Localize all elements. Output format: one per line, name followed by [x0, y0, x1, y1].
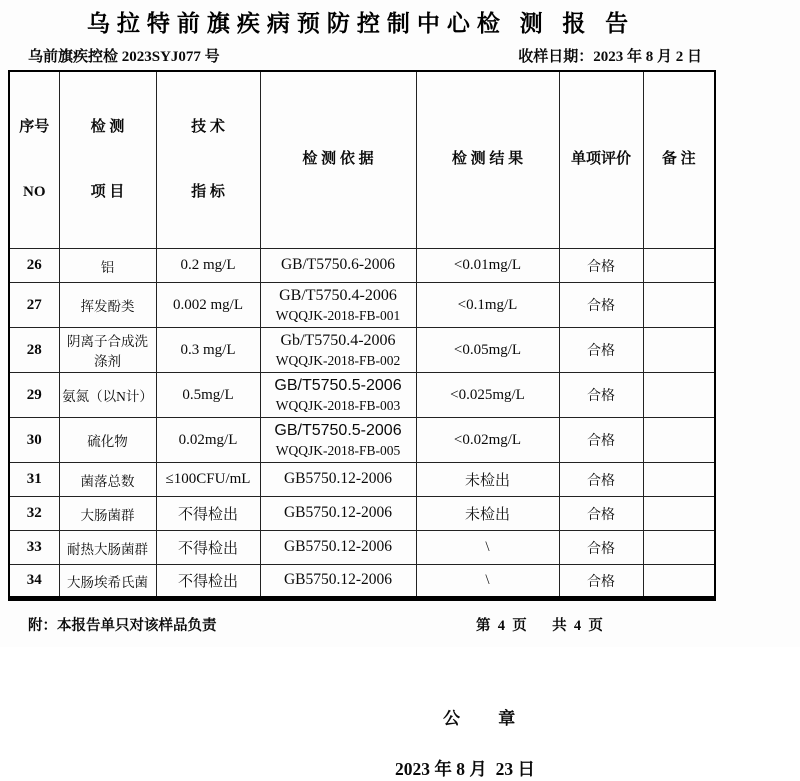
- cell-item: 阴离子合成洗涤剂: [59, 328, 156, 373]
- cell-standard: 0.5mg/L: [156, 373, 260, 418]
- cell-evaluation: 合格: [559, 328, 643, 373]
- cell-standard: 不得检出: [156, 531, 260, 565]
- table-row: [9, 565, 715, 599]
- method-internal-code: WQQJK-2018-FB-001: [275, 307, 401, 323]
- sample-date: 收样日期：2023 年 8 月 2 日: [518, 49, 702, 65]
- cell-item: 耐热大肠菌群: [59, 531, 156, 565]
- header-method-line1: 检 测 依 据: [302, 151, 374, 168]
- cell-no: 30: [9, 418, 59, 463]
- results-body: [9, 249, 715, 599]
- method-national-standard: Gb/T5750.4-2006: [280, 331, 396, 349]
- cell-evaluation: 合格: [559, 531, 643, 565]
- cell-item: 菌落总数: [59, 463, 156, 497]
- cell-standard: 不得检出: [156, 565, 260, 599]
- cell-item: 氨氮（以N计）: [59, 373, 156, 418]
- method-national-standard: GB5750.12-2006: [283, 538, 393, 556]
- page-title: 乌拉特前旗疾病预防控制中心检 测 报 告: [86, 11, 636, 36]
- table-row: [9, 463, 715, 497]
- cell-method: [260, 565, 416, 599]
- cell-result: 未检出: [416, 497, 559, 531]
- cell-standard: 0.2 mg/L: [156, 249, 260, 283]
- table-row: [9, 328, 715, 373]
- cell-evaluation: 合格: [559, 497, 643, 531]
- cell-standard: 0.02mg/L: [156, 418, 260, 463]
- method-national-standard: GB/T5750.6-2006: [280, 256, 396, 274]
- method-national-standard: GB5750.12-2006: [283, 571, 393, 589]
- header-standard-line1: 技 术: [191, 118, 225, 135]
- method-national-standard: GB/T5750.5-2006: [274, 376, 402, 394]
- cell-result: <0.05mg/L: [416, 328, 559, 373]
- cell-result: \: [416, 565, 559, 599]
- header-item-line2: 项 目: [90, 183, 125, 200]
- method-national-standard: GB5750.12-2006: [283, 504, 393, 522]
- cell-standard: 不得检出: [156, 497, 260, 531]
- method-internal-code: WQQJK-2018-FB-005: [275, 442, 401, 458]
- cell-result: \: [416, 531, 559, 565]
- cell-item: 大肠菌群: [59, 497, 156, 531]
- cell-evaluation: 合格: [559, 418, 643, 463]
- cell-evaluation: 合格: [559, 565, 643, 599]
- cell-remark: [643, 328, 715, 373]
- cell-remark: [643, 463, 715, 497]
- cell-remark: [643, 565, 715, 599]
- cell-method: [260, 373, 416, 418]
- header-standard-line2: 指 标: [191, 183, 225, 200]
- cell-method: [260, 497, 416, 531]
- table-row: [9, 283, 715, 328]
- cell-result: <0.01mg/L: [416, 249, 559, 283]
- table-row: [9, 249, 715, 283]
- report-content: [8, 0, 714, 781]
- cell-no: 34: [9, 565, 59, 599]
- header-remark: [643, 71, 715, 249]
- page-number-info: 第 4 页 共 4 页: [476, 618, 603, 634]
- cell-result: 未检出: [416, 463, 559, 497]
- cell-item: 硫化物: [59, 418, 156, 463]
- cell-remark: [643, 497, 715, 531]
- header-evaluation: [559, 71, 643, 249]
- table-row: [9, 497, 715, 531]
- table-header: [9, 71, 715, 249]
- method-internal-code: WQQJK-2018-FB-003: [275, 397, 401, 413]
- footer-row: [8, 614, 714, 636]
- cell-remark: [643, 249, 715, 283]
- header-standard: [156, 71, 260, 249]
- report-number: 乌前旗疾控检 2023SYJ077 号: [28, 49, 220, 65]
- cell-no: 33: [9, 531, 59, 565]
- header-remark-line1: 备 注: [661, 151, 696, 168]
- cell-no: 32: [9, 497, 59, 531]
- cell-no: 31: [9, 463, 59, 497]
- header-no: [9, 71, 59, 249]
- cell-remark: [643, 373, 715, 418]
- cell-remark: [643, 418, 715, 463]
- table-row: [9, 531, 715, 565]
- cell-method: [260, 283, 416, 328]
- header-row: [9, 71, 715, 249]
- cell-evaluation: 合格: [559, 249, 643, 283]
- method-national-standard: GB5750.12-2006: [283, 470, 393, 488]
- report-date: 2023 年 8 月 23 日: [395, 759, 535, 779]
- cell-no: 28: [9, 328, 59, 373]
- header-result-line1: 检 测 结 果: [451, 151, 524, 168]
- cell-method: [260, 531, 416, 565]
- results-table: [8, 70, 716, 601]
- cell-item: 挥发酚类: [59, 283, 156, 328]
- official-seal-label: 公 章: [443, 709, 516, 728]
- table-row: [9, 418, 715, 463]
- cell-standard: 0.3 mg/L: [156, 328, 260, 373]
- table-row: [9, 373, 715, 418]
- cell-result: <0.025mg/L: [416, 373, 559, 418]
- method-internal-code: WQQJK-2018-FB-002: [275, 352, 401, 368]
- cell-no: 27: [9, 283, 59, 328]
- header-result: [416, 71, 559, 249]
- cell-method: [260, 249, 416, 283]
- header-no-line1: 序号: [19, 118, 50, 135]
- method-national-standard: GB/T5750.4-2006: [279, 286, 397, 304]
- cell-standard: ≤100CFU/mL: [156, 463, 260, 497]
- report-meta-row: [8, 42, 714, 66]
- cell-item: 大肠埃希氏菌: [59, 565, 156, 599]
- disclaimer-note: 附：本报告单只对该样品负责: [28, 618, 217, 634]
- cell-method: [260, 418, 416, 463]
- header-item-line1: 检 测: [90, 118, 125, 135]
- cell-evaluation: 合格: [559, 283, 643, 328]
- cell-remark: [643, 531, 715, 565]
- cell-standard: 0.002 mg/L: [156, 283, 260, 328]
- cell-remark: [643, 283, 715, 328]
- header-evaluation-line1: 单项评价: [570, 151, 631, 168]
- cell-evaluation: 合格: [559, 463, 643, 497]
- cell-result: <0.02mg/L: [416, 418, 559, 463]
- cell-result: <0.1mg/L: [416, 283, 559, 328]
- cell-item: 铝: [59, 249, 156, 283]
- cell-evaluation: 合格: [559, 373, 643, 418]
- cell-no: 26: [9, 249, 59, 283]
- header-method: [260, 71, 416, 249]
- cell-method: [260, 328, 416, 373]
- header-item: [59, 71, 156, 249]
- method-national-standard: GB/T5750.5-2006: [274, 421, 402, 439]
- cell-no: 29: [9, 373, 59, 418]
- cell-method: [260, 463, 416, 497]
- header-no-line2: NO: [23, 183, 46, 200]
